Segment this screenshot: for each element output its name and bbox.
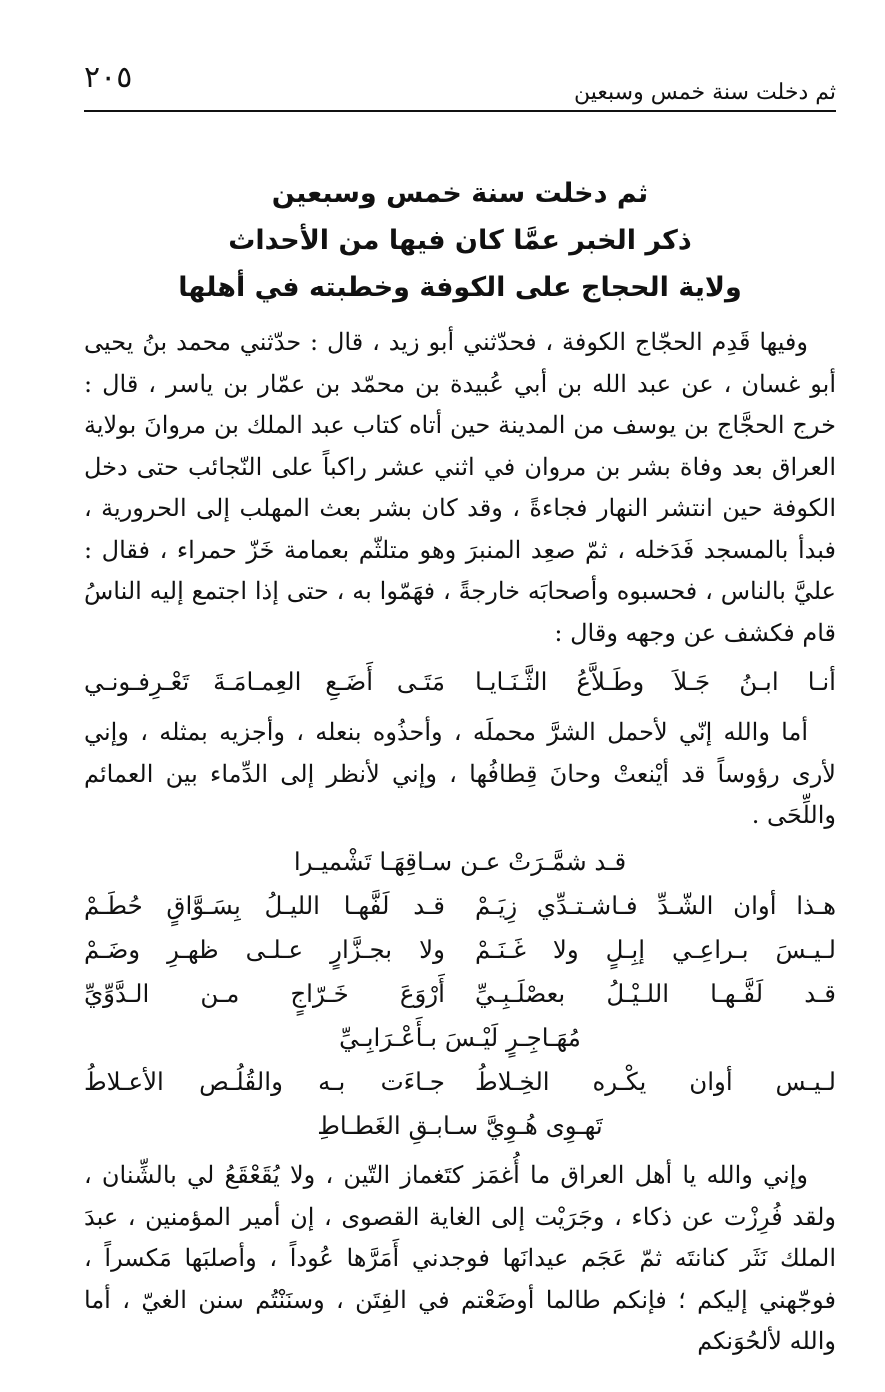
verse-line-3 — [84, 928, 836, 972]
verse-3-second-hemistich: ولا بجـزَّارٍ عـلـى ظهـرِ وضَـمْ — [84, 935, 445, 964]
verse-center-3: تَهـوِى هُـوِيَّ سـابـقِ الغَطـاطِ — [317, 1111, 603, 1140]
verse-line-2 — [84, 884, 836, 928]
body-paragraph-1: وفيها قَدِم الحجّاج الكوفة ، فحدّثني أبو زيد ، قال : حدّثني محمد بنُ يحيى أبو غسان ، عن عبد الله بن أبي عُبيدة بن محمّد بن عمّار بن ياسر ، قال : خرج الحجَّاج بن يوسف من المدينة حين أتاه كتاب عبد الملك بن مروانَ بولاية العراق بعد وفاة بشر بن مروان في اثني عشر راكباً على النّجائب حتى دخل الكوفة حين انتشر النهار فجاءةً ، وقد كان بشر بعث المهلب إلى الحرورية ، فبدأ بالمسجد فَدَخله ، ثمّ صعِد المنبرَ وهو متلثّم بعمامة خَزّ حمراء ، فقال : عليَّ بالناس ، فحسبوه وأصحابَه خارجةً ، فهَمّوا به ، حتى إذا اجتمع إليه الناسُ قام فكشف عن وجهه وقال : — [84, 328, 836, 647]
page-number: ٢٠٥ — [84, 60, 133, 95]
verse-5-second-hemistich: جـاءَت بـه والقُلُـص الأعـلاطُ — [84, 1067, 445, 1096]
verse-4-second-hemistich: أَرْوَعَ خَـرّاجٍ مـن الـدَّوِّيِّ — [84, 979, 445, 1008]
body-paragraph-3-block — [84, 1155, 836, 1363]
body-paragraph-1-block — [84, 322, 836, 654]
verse-1-first-hemistich: أنـا ابـنُ جَـلاَ وطَـلاَّعُ الثَّـنَـايـا — [475, 667, 836, 696]
body-paragraph-3: وإني والله يا أهل العراق ما أُغمَز كتَغماز التّين ، ولا يُقَعْقَعُ لي بالشِّنان ، ولقد فُرِزْت عن ذكاء ، وجَرَيْت إلى الغاية القصوى ، إن أمير المؤمنين ، عبدَ الملك نَثَر كنانتَه ثمّ عَجَم عيدانَها فوجدني أَمَرَّها عُوداً ، وأصلبَها مَكسراً ، فوجّهني إليكم ؛ فإنكم طالما أوضَعْتم في الفِتَن ، وسنَنْتُم سنن الغيّ ، أما والله لألحُوَنكم — [84, 1161, 836, 1355]
verse-center-2: مُهَـاجِـرٍ لَيْـسَ بـأَعْـرَابِـيِّ — [339, 1023, 581, 1052]
running-title: ثم دخلت سنة خمس وسبعين — [574, 80, 836, 105]
poem-block — [84, 840, 836, 1148]
body-paragraph-2-block — [84, 712, 836, 837]
verse-center-1: قـد شمَّـرَتْ عـن سـاقِهَـا تَشْميـرا — [293, 847, 627, 876]
verse-2-first-hemistich: هـذا أوان الشّـدِّ فـاشـتـدِّي زِيَـمْ — [475, 891, 836, 920]
header-rule — [84, 110, 836, 112]
verse-2-second-hemistich: قـد لَفَّهـا الليـلُ بِسَـوَّاقٍ حُطَـمْ — [84, 891, 445, 920]
section-headings — [84, 170, 836, 311]
verse-line-4 — [84, 972, 836, 1016]
verse-1-second-hemistich: مَتَـى أَضَـعِ العِمـامَـةَ تَعْـرِفـونـي — [84, 667, 445, 696]
heading-year: ثم دخلت سنة خمس وسبعين — [271, 178, 649, 209]
verse-5-first-hemistich: لـيـس أوان يكْـره الخِـلاطُ — [475, 1067, 836, 1096]
heading-hajjaj: ولاية الحجاج على الكوفة وخطبته في أهلها — [178, 272, 742, 303]
verse-line-5 — [84, 1060, 836, 1104]
page-header — [84, 52, 836, 112]
body-paragraph-2: أما والله إنّي لأحمل الشرَّ محملَه ، وأحذُوه بنعله ، وأجزيه بمثله ، وإني لأرى رؤوساً قد أيْنعتْ وحانَ قِطافُها ، وإني لأنظر إلى الدِّماء بين العمائم واللِّحَى . — [84, 718, 836, 829]
verse-4-first-hemistich: قـد لَفَّـهـا اللـيْـلُ بعصْلَـبِـيِّ — [475, 979, 836, 1008]
verse-3-first-hemistich: لـيـسَ بـراعِـي إبِـلٍ ولا غَـنَـمْ — [475, 935, 836, 964]
heading-events: ذكر الخبر عمَّا كان فيها من الأحداث — [228, 225, 692, 256]
verse-line-1 — [84, 660, 836, 704]
